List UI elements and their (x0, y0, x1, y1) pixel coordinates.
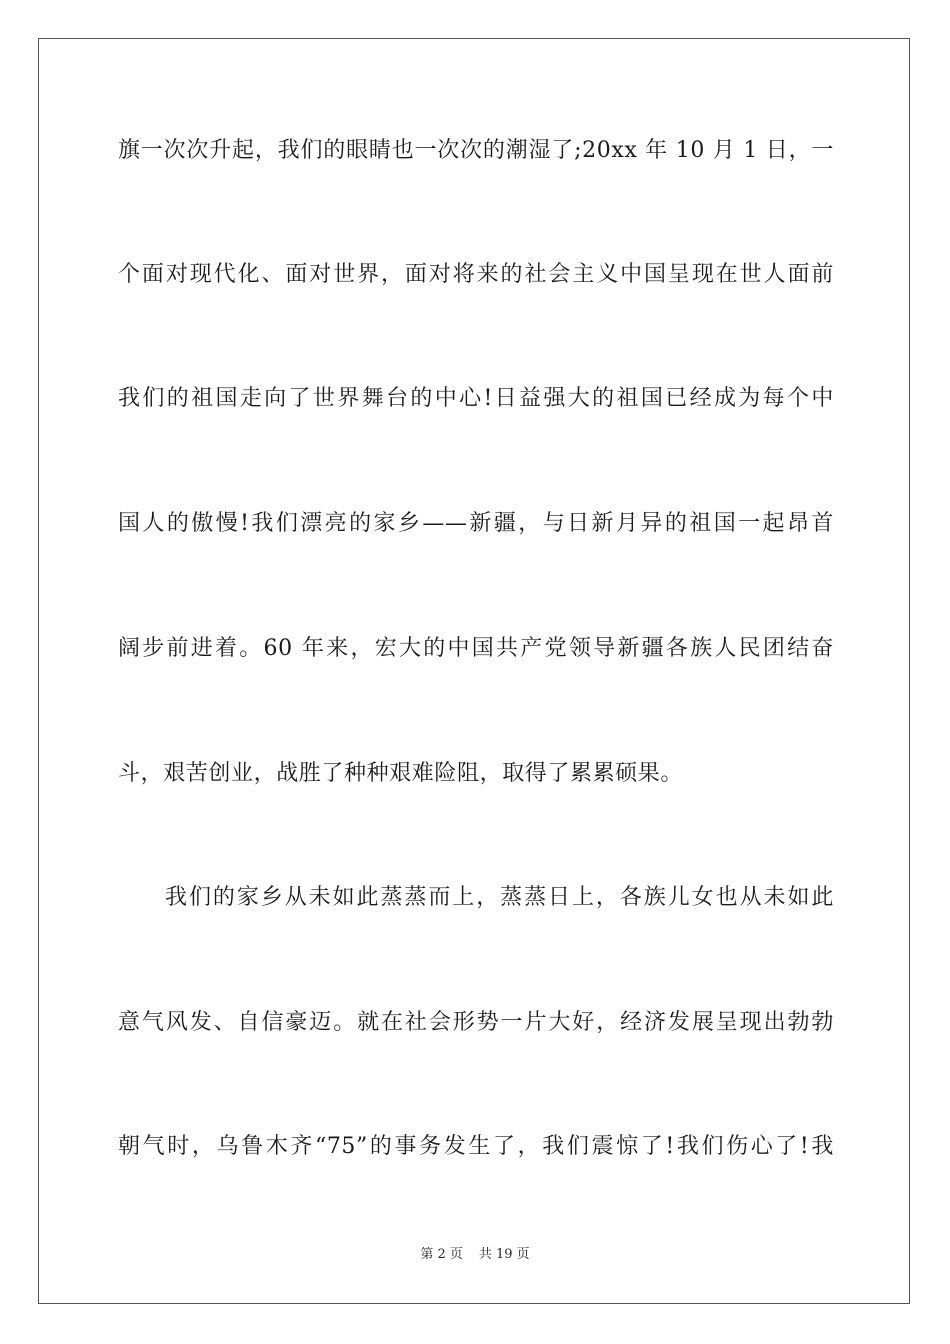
text-line: 斗，艰苦创业，战胜了种种艰难险阻，取得了累累硕果。 (118, 761, 684, 786)
text-line: 旗一次次升起，我们的眼睛也一次次的潮湿了;20xx 年 10 月 1 日，一 (118, 138, 834, 163)
page-footer (0, 1246, 950, 1264)
page-border (38, 38, 910, 1304)
page-number: 第 2 页 (420, 1247, 463, 1262)
text-line: 国人的傲慢!我们漂亮的家乡——新疆，与日新月异的祖国一起昂首 (118, 511, 834, 536)
text-line: 阔步前进着。60 年来，宏大的中国共产党领导新疆各族人民团结奋 (118, 636, 834, 661)
text-line: 我们的祖国走向了世界舞台的中心!日益强大的祖国已经成为每个中 (118, 386, 834, 411)
text-line: 个面对现代化、面对世界，面对将来的社会主义中国呈现在世人面前 (118, 262, 834, 287)
text-line: 意气风发、自信豪迈。就在社会形势一片大好，经济发展呈现出勃勃 (118, 1010, 834, 1035)
text-line: 朝气时，乌鲁木齐“75”的事务发生了，我们震惊了!我们伤心了!我 (118, 1134, 834, 1159)
page-total: 共 19 页 (478, 1247, 530, 1262)
paragraph-first-line: 我们的家乡从未如此蒸蒸而上，蒸蒸日上，各族儿女也从未如此 (165, 885, 834, 910)
